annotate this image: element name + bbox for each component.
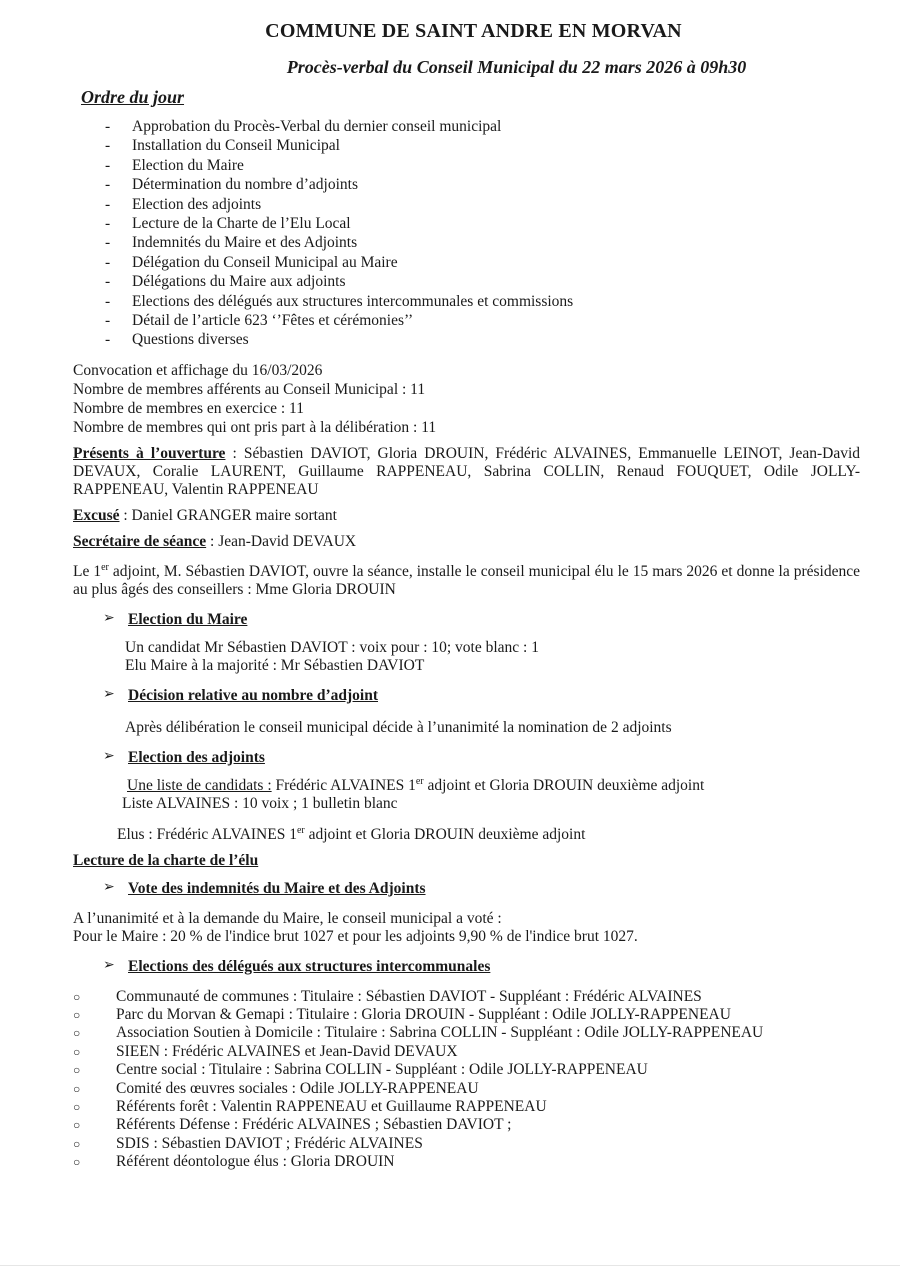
meeting-info [73,361,860,437]
deputies-number-title: Décision relative au nombre d’adjoint [128,686,379,704]
delegates-list [73,988,860,1172]
agenda-item: - Elections des délégués aux structures intercommunales et commissions [105,293,860,312]
candidate-list-label: Une liste de candidats : [127,776,272,794]
opening-text-a: Le 1 [73,562,102,580]
arrow-bullet-icon: ➢ [103,957,115,973]
secretary-name: : Jean-David DEVAUX [206,532,357,550]
section-delegates [73,958,860,1172]
allowances-rates: Pour le Maire : 20 % de l'indice brut 1027 et pour les adjoints 9,90 % de l'indice brut 1027. [73,927,638,945]
section-deputies-election [73,749,860,844]
delegate-item: ○ Association Soutien à Domicile : Titulaire : Sabrina COLLIN - Suppléant : Odile JOLLY-RAPPENEAU [73,1024,860,1042]
deputies-elected [117,826,860,844]
agenda-title: Ordre du jour [81,87,185,107]
agenda-item: - Election du Maire [105,157,860,176]
delegates-heading [73,958,860,976]
mayor-election-heading [73,611,860,629]
arrow-bullet-icon: ➢ [103,610,115,626]
deputies-number-heading [73,687,860,705]
delegate-item: ○ SDIS : Sébastien DAVIOT ; Frédéric ALVAINES [73,1135,860,1153]
agenda-item: - Détail de l’article 623 ‘’Fêtes et cérémonies’’ [105,312,860,331]
deputies-elected-text-b: adjoint et Gloria DROUIN deuxième adjoint [304,825,586,843]
section-mayor-election [73,611,860,675]
delegate-item: ○ Référent déontologue élus : Gloria DROUIN [73,1153,860,1171]
allowances-vote: A l’unanimité et à la demande du Maire, le conseil municipal a voté : [73,909,502,927]
mayor-election-title: Election du Maire [128,610,248,628]
mayor-elected: Elu Maire à la majorité : Mr Sébastien DAVIOT [125,656,425,674]
agenda-list [73,118,860,351]
meeting-subtitle: Procès-verbal du Conseil Municipal du 22 mars 2026 à 09h30 [286,57,747,77]
deputies-number-decision: Après délibération le conseil municipal décide à l’unanimité la nomination de 2 adjoints [125,718,672,736]
agenda-item: - Installation du Conseil Municipal [105,137,860,156]
secretary-label: Secrétaire de séance [73,532,207,550]
candidate-list [127,777,860,795]
agenda-item: - Détermination du nombre d’adjoints [105,176,860,195]
page-bottom-rule [0,1265,900,1266]
allowances-title: Vote des indemnités du Maire et des Adjoints [128,879,426,897]
convocation-date: Convocation et affichage du 16/03/2026 [73,361,323,379]
members-exercise: Nombre de membres en exercice : 11 [73,399,304,417]
delegate-item: ○ Communauté de communes : Titulaire : Sébastien DAVIOT - Suppléant : Frédéric ALVAINES [73,988,860,1006]
allowances-heading [73,880,860,898]
present-names: : Sébastien DAVIOT, Gloria DROUIN, Frédéric ALVAINES, Emmanuelle LEINOT, Jean-David DEVAUX, Coralie LAURENT, Guillaume RAPPENEAU, Sabrina COLLIN, Renaud FOUQUET, Odile JOLLY-RAPPENEAU, Valentin RAPPENEAU [73,444,861,498]
deputies-elected-text-a: Elus : Frédéric ALVAINES 1 [117,825,297,843]
arrow-bullet-icon: ➢ [103,879,115,895]
mayor-election-result: Un candidat Mr Sébastien DAVIOT : voix pour : 10; vote blanc : 1 [125,638,539,656]
deputies-number-body [73,719,860,737]
session-secretary [73,533,860,551]
present-label: Présents à l’ouverture [73,444,226,462]
section-allowances [73,880,860,946]
deputies-elected-sup: er [296,824,305,836]
candidate-list-sup: er [415,775,424,787]
delegate-item: ○ Référents Défense : Frédéric ALVAINES ; Sébastien DAVIOT ; [73,1116,860,1134]
arrow-bullet-icon: ➢ [103,686,115,702]
charter-heading: Lecture de la charte de l’élu [73,851,259,869]
excused-label: Excusé [73,506,120,524]
members-afferent: Nombre de membres afférents au Conseil Municipal : 11 [73,380,426,398]
agenda-item: - Délégation du Conseil Municipal au Maire [105,254,860,273]
candidate-list-text-b: adjoint et Gloria DROUIN deuxième adjoint [423,776,705,794]
allowances-body [73,910,860,946]
deputies-votes: Liste ALVAINES : 10 voix ; 1 bulletin blanc [122,794,398,812]
delegate-item: ○ Centre social : Titulaire : Sabrina COLLIN - Suppléant : Odile JOLLY-RAPPENEAU [73,1061,860,1079]
excused-member [73,507,860,525]
deputies-election-title: Election des adjoints [128,748,265,766]
delegates-title: Elections des délégués aux structures intercommunales [128,957,491,975]
opening-sup: er [101,561,109,573]
agenda-item: - Election des adjoints [105,196,860,215]
excused-names: : Daniel GRANGER maire sortant [119,506,337,524]
members-voting: Nombre de membres qui ont pris part à la délibération : 11 [73,418,437,436]
delegate-item: ○ Référents forêt : Valentin RAPPENEAU et Guillaume RAPPENEAU [73,1098,860,1116]
delegate-item: ○ Parc du Morvan & Gemapi : Titulaire : Gloria DROUIN - Suppléant : Odile JOLLY-RAPPENEAU [73,1006,860,1024]
opening-paragraph [73,563,860,599]
agenda-item: - Lecture de la Charte de l’Elu Local [105,215,860,234]
deputies-election-heading [73,749,860,767]
delegate-item: ○ Comité des œuvres sociales : Odile JOLLY-RAPPENEAU [73,1080,860,1098]
opening-text-b: adjoint, M. Sébastien DAVIOT, ouvre la séance, installe le conseil municipal élu le 15 mars 2026 et donne la présidence au plus âgés des conseillers : Mme Gloria DROUIN [73,562,860,598]
present-members [73,445,860,499]
agenda-item: - Indemnités du Maire et des Adjoints [105,234,860,253]
agenda-item: - Questions diverses [105,331,860,350]
section-deputies-number [73,687,860,737]
candidate-list-text-a: Frédéric ALVAINES 1 [271,776,416,794]
commune-title: COMMUNE DE SAINT ANDRE EN MORVAN [265,20,682,42]
agenda-item: - Approbation du Procès-Verbal du dernier conseil municipal [105,118,860,137]
mayor-election-body [73,639,860,675]
deputies-election-body [73,777,860,844]
arrow-bullet-icon: ➢ [103,748,115,764]
agenda-item: - Délégations du Maire aux adjoints [105,273,860,292]
delegate-item: ○ SIEEN : Frédéric ALVAINES et Jean-David DEVAUX [73,1043,860,1061]
